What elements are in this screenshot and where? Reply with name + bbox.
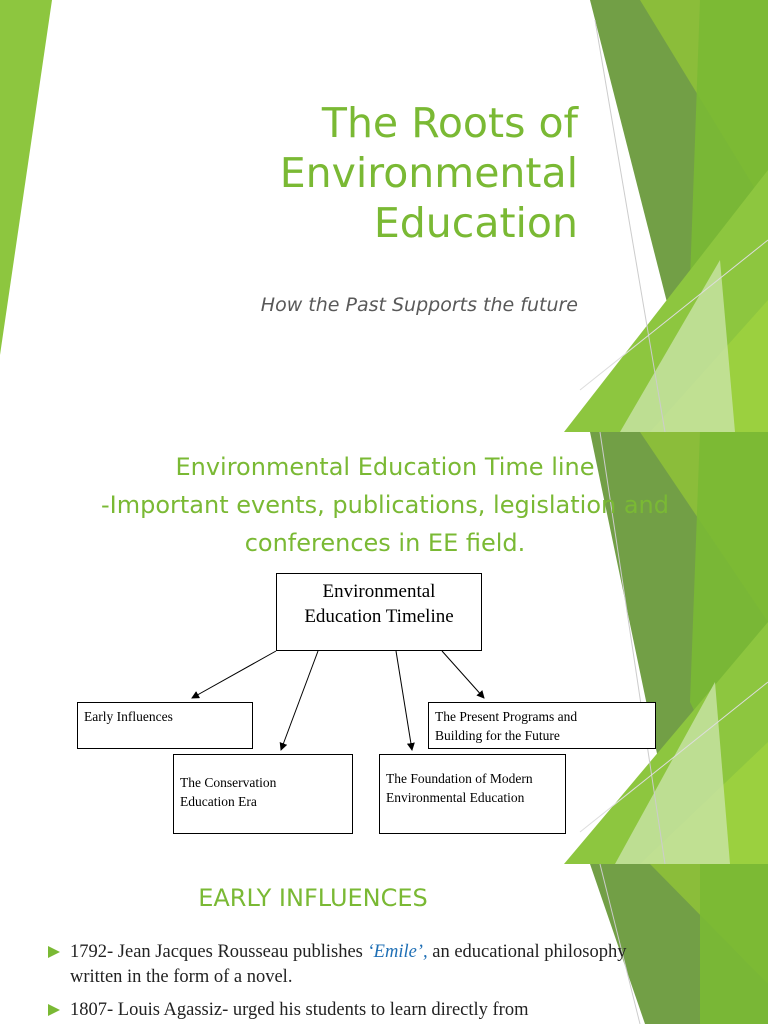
title-line: Environmental: [279, 149, 578, 197]
list-item: [48, 998, 633, 1023]
box-text: Environmental Education: [386, 790, 525, 805]
bullet-list: [48, 940, 633, 1024]
arrow-to-foundation: [396, 651, 412, 750]
modern-foundation-box: [379, 754, 566, 834]
bullet-text: 1807- Louis Agassiz- urged his students to learn directly from: [70, 1000, 529, 1020]
present-programs-box: [428, 702, 656, 749]
box-text: Early Influences: [84, 709, 173, 724]
conservation-era-box: [173, 754, 353, 834]
slide-title: EARLY INFLUENCES: [198, 884, 428, 912]
book-title: ‘Emile’,: [367, 942, 428, 962]
title-line: Environmental Education Time line: [175, 453, 595, 481]
title-line: The Roots of: [321, 99, 578, 147]
timeline-slide: [0, 432, 768, 864]
early-influences-slide: [0, 864, 768, 1024]
presentation-title: [158, 98, 578, 248]
box-text: Building for the Future: [435, 728, 560, 743]
timeline-root-box: [276, 573, 482, 651]
bullet-text: 1792- Jean Jacques Rousseau publishes: [70, 942, 368, 962]
triangle-bullet-icon: [48, 1004, 60, 1016]
title-line: Education: [373, 199, 578, 247]
title-slide: [0, 0, 768, 432]
title-line: conferences in EE field.: [244, 529, 526, 557]
box-text: Environmental: [322, 581, 436, 602]
list-item: [48, 940, 633, 990]
box-text: Education Era: [180, 794, 257, 809]
arrow-to-conservation: [281, 651, 318, 750]
bullet-text: an educational philosophy written in the form of a novel.: [70, 942, 627, 987]
arrow-to-early: [192, 651, 276, 698]
triangle-bullet-icon: [48, 946, 60, 958]
presentation-subtitle: How the Past Supports the future: [260, 294, 578, 316]
arrow-to-present: [442, 651, 484, 698]
box-text: The Present Programs and: [435, 709, 578, 724]
box-text: The Conservation: [180, 775, 277, 790]
early-influences-box: [77, 702, 253, 749]
title-line: -Important events, publications, legislation and: [100, 491, 669, 519]
box-text: Education Timeline: [304, 606, 454, 627]
box-text: The Foundation of Modern: [386, 771, 533, 786]
